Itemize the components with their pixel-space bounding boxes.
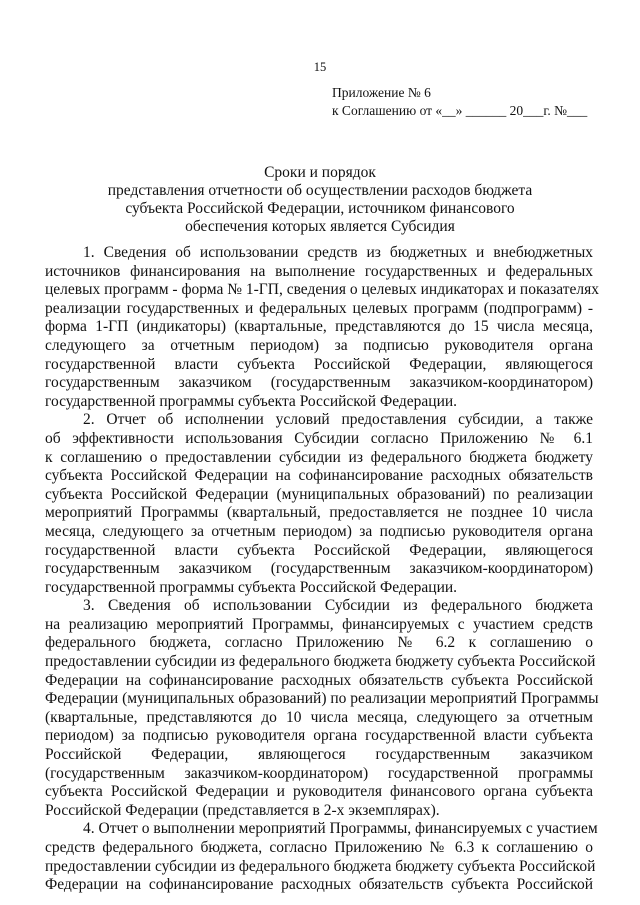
paragraph-line: государственным заказчиком (государственным заказчиком-координатором) bbox=[45, 374, 593, 392]
paragraph-line: Российской Федерации (представляется в 2-х экземплярах). bbox=[45, 801, 440, 819]
paragraph-line: (государственным заказчиком-координатором) государственной программы bbox=[45, 764, 593, 782]
paragraph-line: субъекта Российской Федерации и руководителя финансового органа субъекта bbox=[45, 783, 593, 801]
paragraph-line: государственной программы субъекта Российской Федерации. bbox=[45, 392, 458, 410]
paragraph-line: на реализацию мероприятий Программы, финансируемых с участием средств bbox=[45, 615, 593, 633]
title-line: Сроки и порядок bbox=[264, 164, 376, 181]
paragraph bbox=[45, 411, 593, 597]
page-number: 15 bbox=[313, 60, 327, 74]
title-line: обеспечения которых является Субсидия bbox=[185, 218, 455, 235]
paragraph-line: 4. Отчет о выполнении мероприятий Программы, финансируемых с участием bbox=[83, 820, 598, 838]
paragraph-line: 1. Сведения об использовании средств из бюджетных и внебюджетных bbox=[83, 244, 593, 261]
paragraph-line: предоставлении субсидии из федерального бюджета бюджету субъекта Российской bbox=[45, 857, 596, 875]
paragraph-line: следующего за отчетным периодом) за подписью руководителя органа bbox=[45, 336, 593, 354]
paragraph-line: об эффективности использования Субсидии согласно Приложению № 6.1 bbox=[45, 429, 593, 447]
paragraph-line: целевых программ - форма № 1-ГП, сведения о целевых индикаторах и показателях bbox=[45, 281, 599, 299]
paragraph-line: периодом) за подписью руководителя органа государственной власти субъекта bbox=[45, 727, 593, 745]
paragraph-line: государственной власти субъекта Российской Федерации, являющегося bbox=[45, 355, 593, 373]
paragraph-line: 3. Сведения об использовании Субсидии из федерального бюджета bbox=[83, 597, 593, 615]
paragraph-line: источников финансирования на выполнение государственных и федеральных bbox=[45, 262, 593, 280]
paragraph-line: месяца, следующего за отчетным периодом) за подписью руководителя органа bbox=[45, 522, 593, 540]
title-line: субъекта Российской Федерации, источником финансового bbox=[125, 200, 515, 217]
document-title bbox=[0, 164, 640, 236]
paragraph-line: Федерации (муниципальных образований) по реализации мероприятий Программы bbox=[45, 690, 599, 708]
title-line: представления отчетности об осуществлении расходов бюджета bbox=[107, 182, 533, 199]
paragraph bbox=[45, 244, 599, 411]
paragraph-line: средств федерального бюджета, согласно Приложению № 6.3 к соглашению о bbox=[45, 839, 593, 856]
paragraph bbox=[45, 820, 598, 894]
paragraph-line: Федерации на софинансирование расходных обязательств субъекта Российской bbox=[45, 876, 593, 894]
paragraph-line: субъекта Российской Федерации на софинансирование расходных обязательств bbox=[45, 467, 593, 485]
paragraph-line: предоставлении субсидии из федерального бюджета бюджету субъекта Российской bbox=[45, 653, 596, 671]
paragraph-line: мероприятий Программы (квартальный, предоставляется не позднее 10 числа bbox=[45, 504, 593, 522]
paragraph-line: государственной власти субъекта Российской Федерации, являющегося bbox=[45, 541, 593, 559]
appendix-agreement-reference: к Соглашению от «__» ______ 20___г. №___ bbox=[332, 103, 588, 118]
paragraph-line: форма 1-ГП (индикаторы) (квартальные, представляются до 15 числа месяца, bbox=[45, 318, 593, 336]
paragraph-line: государственной программы субъекта Российской Федерации. bbox=[45, 578, 458, 596]
appendix-title: Приложение № 6 bbox=[332, 85, 431, 100]
document-body bbox=[45, 244, 599, 895]
paragraph-line: 2. Отчет об исполнении условий предоставления субсидии, а также bbox=[83, 411, 593, 429]
paragraph-line: Федерации на софинансирование расходных обязательств субъекта Российской bbox=[45, 671, 593, 689]
paragraph bbox=[45, 597, 599, 820]
paragraph-line: реализации государственных и федеральных целевых программ (подпрограмм) - bbox=[45, 299, 593, 317]
paragraph-line: государственным заказчиком (государственным заказчиком-координатором) bbox=[45, 560, 593, 578]
paragraph-line: федерального бюджета, согласно Приложению № 6.2 к соглашению о bbox=[45, 634, 593, 652]
paragraph-line: к соглашению о предоставлении субсидии из федерального бюджета бюджету bbox=[45, 448, 593, 466]
paragraph-line: (квартальные, представляются до 10 числа месяца, следующего за отчетным bbox=[45, 708, 593, 726]
paragraph-line: субъекта Российской Федерации (муниципальных образований) по реализации bbox=[45, 485, 593, 503]
appendix-header bbox=[332, 84, 587, 120]
paragraph-line: Российской Федерации, являющегося государственным заказчиком bbox=[45, 746, 593, 764]
